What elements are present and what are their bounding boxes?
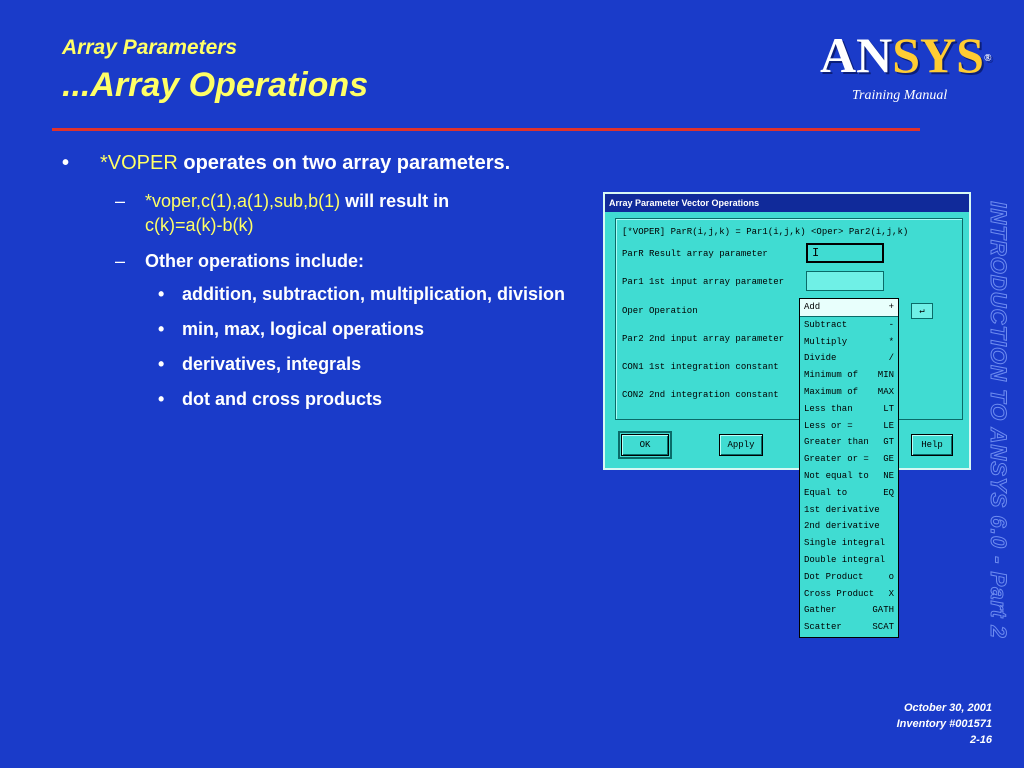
option-label: Not equal to — [804, 470, 869, 481]
bullet-voper — [60, 150, 600, 177]
sub-bullet — [60, 316, 600, 343]
option-code: EQ — [883, 487, 894, 498]
bullet-dash: – — [115, 191, 126, 211]
option-label: Greater or = — [804, 454, 869, 465]
option-label: 2nd derivative — [804, 521, 880, 532]
option-label: Less than — [804, 403, 853, 414]
option-label: Subtract — [804, 319, 848, 330]
option-label: Minimum of — [804, 370, 859, 381]
example-text: will result in — [340, 191, 450, 211]
slide-title: ...Array Operations — [62, 66, 369, 104]
dropdown-option[interactable] — [800, 401, 898, 418]
help-button[interactable]: Help — [911, 434, 953, 456]
option-code: SCAT — [872, 622, 894, 633]
bullet-example — [60, 189, 600, 237]
operation-dropdown-list — [799, 298, 899, 638]
dropdown-option[interactable] — [800, 334, 898, 351]
option-label: Gather — [804, 605, 837, 616]
option-label: Cross Product — [804, 588, 875, 599]
bullet-dot: • — [62, 152, 70, 174]
dropdown-option[interactable] — [800, 502, 898, 519]
dialog-title: Array Parameter Vector Operations — [605, 194, 969, 212]
option-label: Dot Product — [804, 571, 864, 582]
voper-dialog — [603, 192, 971, 470]
option-label: Less or = — [804, 420, 853, 431]
header-divider — [52, 128, 920, 131]
dropdown-option[interactable] — [800, 299, 898, 317]
sub-bullet-text: addition, subtraction, multiplication, division — [182, 284, 566, 304]
sub-bullet — [60, 386, 600, 413]
option-code: * — [888, 336, 894, 347]
option-label: Double integral — [804, 554, 886, 565]
side-banner-text: INTRODUCTION TO ANSYS 6.0 - Part 2 — [986, 201, 1011, 639]
enter-arrow-icon: ↵ — [919, 306, 925, 316]
row-parr: ParR Result array parameter — [622, 249, 768, 259]
bullet-dot: • — [158, 319, 165, 339]
dialog-header-row: [*VOPER] ParR(i,j,k) = Par1(i,j,k) <Oper> Par2(i,j,k) — [622, 227, 909, 237]
bullet-dot: • — [158, 389, 165, 409]
option-code: o — [888, 571, 894, 582]
dropdown-option[interactable] — [800, 485, 898, 502]
dropdown-option[interactable] — [800, 367, 898, 384]
dropdown-option[interactable] — [800, 569, 898, 586]
dropdown-option[interactable] — [800, 586, 898, 603]
sub-bullet-text: dot and cross products — [182, 389, 383, 409]
option-code: GT — [883, 437, 894, 448]
row-oper: Oper Operation — [622, 306, 698, 316]
footer-page: 2-16 — [969, 734, 992, 746]
voper-description: operates on two array parameters. — [177, 152, 511, 174]
bullet-list — [60, 150, 600, 413]
option-label: Multiply — [804, 336, 848, 347]
option-code: GE — [883, 454, 894, 465]
logo-registered: ® — [983, 53, 992, 64]
option-code: - — [888, 319, 894, 330]
ansys-logo — [820, 27, 992, 83]
text-caret: I — [812, 246, 820, 260]
option-label: Maximum of — [804, 386, 859, 397]
apply-button[interactable]: Apply — [719, 434, 763, 456]
option-code: / — [888, 353, 894, 364]
bullet-dot: • — [158, 284, 165, 304]
dropdown-option[interactable] — [800, 619, 898, 636]
dropdown-option[interactable] — [800, 552, 898, 569]
option-label: Add — [804, 302, 821, 312]
sub-bullet-text: min, max, logical operations — [182, 319, 425, 339]
dropdown-option[interactable] — [800, 468, 898, 485]
row-con1: CON1 1st integration constant — [622, 362, 779, 372]
dropdown-option[interactable] — [800, 384, 898, 401]
example-result: c(k)=a(k)-b(k) — [145, 215, 254, 235]
sub-bullet-text: derivatives, integrals — [182, 354, 362, 374]
oper-dropdown-button[interactable] — [911, 303, 933, 319]
training-manual-label: Training Manual — [852, 88, 948, 103]
logo-an: AN — [820, 27, 893, 83]
option-label: Equal to — [804, 487, 848, 498]
footer-date: October 30, 2001 — [903, 702, 992, 714]
voper-command: *VOPER — [100, 152, 178, 174]
logo-sys: SYS — [892, 27, 984, 83]
row-par1: Par1 1st input array parameter — [622, 277, 785, 287]
dropdown-option[interactable] — [800, 602, 898, 619]
dropdown-option[interactable] — [800, 518, 898, 535]
option-label: Scatter — [804, 622, 842, 633]
option-code: GATH — [872, 605, 894, 616]
bullet-dot: • — [158, 354, 165, 374]
ok-button[interactable]: OK — [621, 434, 669, 456]
par1-input[interactable] — [806, 271, 884, 291]
dropdown-option[interactable] — [800, 317, 898, 334]
dropdown-option[interactable] — [800, 434, 898, 451]
option-code: LE — [883, 420, 894, 431]
option-code: X — [888, 588, 894, 599]
dropdown-option[interactable] — [800, 350, 898, 367]
row-con2: CON2 2nd integration constant — [622, 390, 779, 400]
footer-inventory: Inventory #001571 — [896, 718, 992, 730]
sub-bullet — [60, 351, 600, 378]
slide-subtitle: Array Parameters — [62, 36, 238, 59]
side-banner — [978, 140, 1018, 700]
dropdown-option[interactable] — [800, 418, 898, 435]
option-label: Divide — [804, 353, 837, 364]
option-label: Greater than — [804, 437, 869, 448]
dropdown-option[interactable] — [800, 451, 898, 468]
parr-input[interactable] — [806, 243, 884, 263]
bullet-other-ops — [60, 249, 600, 273]
other-ops-text: Other operations include: — [145, 251, 365, 271]
option-code: + — [888, 302, 894, 312]
option-label: Single integral — [804, 538, 886, 549]
option-label: 1st derivative — [804, 504, 880, 515]
footer — [897, 700, 992, 748]
row-par2: Par2 2nd input array parameter — [622, 334, 785, 344]
sub-bullet — [60, 281, 600, 308]
example-command: *voper,c(1),a(1),sub,b(1) — [145, 191, 341, 211]
dropdown-option[interactable] — [800, 535, 898, 552]
option-code: LT — [883, 403, 894, 414]
option-code: MAX — [877, 386, 894, 397]
bullet-dash: – — [115, 251, 126, 271]
option-code: MIN — [877, 370, 894, 381]
dialog-body — [615, 218, 963, 420]
option-code: NE — [883, 470, 894, 481]
